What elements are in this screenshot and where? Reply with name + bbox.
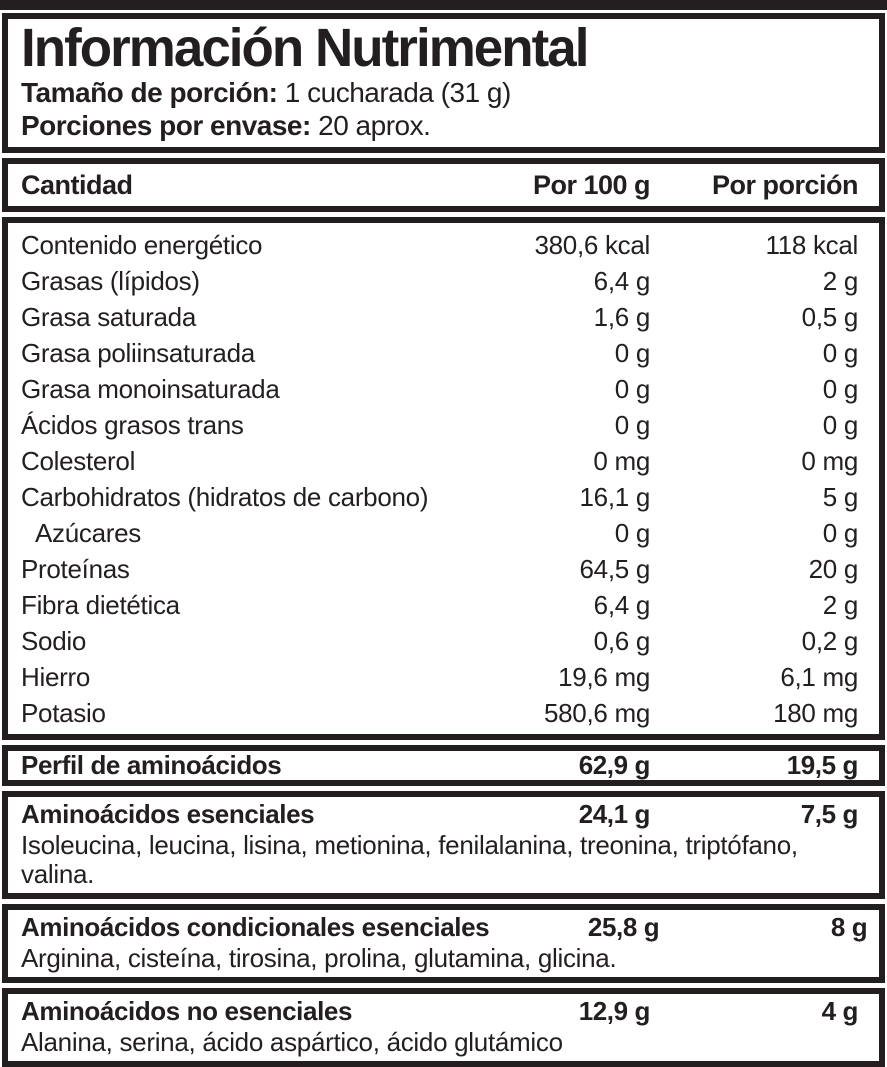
column-header-panel [2, 158, 885, 212]
amino-value-per-100g: 25,8 g [587, 912, 660, 942]
nutrient-value-per-serving: 0 mg [801, 446, 858, 476]
nutrient-row [21, 659, 858, 695]
amino-value-per-serving: 7,5 g [800, 799, 858, 829]
title-panel [2, 13, 885, 153]
servings-per-container-line [21, 109, 867, 142]
amino-section-header-row [21, 911, 868, 944]
nutrient-value-per-serving: 20 g [808, 554, 858, 584]
serving-size-label: Tamaño de porción: [21, 77, 278, 108]
nutrient-name: Grasa poliinsaturada [21, 338, 255, 368]
amino-section-header-row [21, 752, 858, 779]
nutrient-row [21, 479, 858, 515]
nutrient-row [21, 515, 858, 551]
nutrient-name: Contenido energético [21, 230, 263, 260]
nutrient-name: Potasio [21, 698, 106, 728]
nutrient-value-per-100g: 6,4 g [593, 590, 650, 620]
nutrient-name: Hierro [21, 662, 90, 692]
nutrient-value-per-100g: 16,1 g [579, 482, 650, 512]
servings-per-container-label: Porciones por envase: [21, 110, 311, 141]
nutrient-row [21, 443, 858, 479]
nutrient-value-per-serving: 118 kcal [765, 230, 858, 260]
nutrient-value-per-100g: 19,6 mg [558, 662, 650, 692]
amino-section-name: Aminoácidos esenciales [21, 799, 315, 829]
nutrient-value-per-serving: 0,2 g [801, 626, 858, 656]
nutrient-value-per-100g: 6,4 g [593, 266, 650, 296]
amino-section-name: Perfil de aminoácidos [21, 750, 282, 780]
nutrient-value-per-100g: 1,6 g [593, 302, 650, 332]
serving-size-line [21, 76, 867, 109]
amino-sections-container [0, 745, 887, 1067]
nutrient-table-panel [2, 217, 885, 740]
amino-value-per-serving: 19,5 g [786, 750, 858, 780]
nutrient-value-per-serving: 6,1 mg [780, 662, 858, 692]
nutrient-value-per-100g: 0 g [614, 374, 650, 404]
column-header-amount: Cantidad [21, 170, 133, 200]
amino-value-per-100g: 62,9 g [578, 750, 650, 780]
amino-section-name: Aminoácidos no esenciales [21, 996, 353, 1026]
nutrient-value-per-serving: 2 g [822, 266, 858, 296]
nutrient-value-per-100g: 580,6 mg [543, 698, 650, 728]
nutrient-name: Grasas (lípidos) [21, 266, 200, 296]
nutrient-value-per-100g: 380,6 kcal [534, 230, 650, 260]
amino-section-header-row [21, 995, 858, 1028]
nutrient-row [21, 299, 858, 335]
nutrient-value-per-serving: 0 g [822, 410, 858, 440]
nutrient-row [21, 407, 858, 443]
amino-section-name: Aminoácidos condicionales esenciales [21, 912, 490, 942]
nutrient-row [21, 263, 858, 299]
nutrient-value-per-100g: 0,6 g [593, 626, 650, 656]
nutrient-row [21, 371, 858, 407]
nutrient-row [21, 335, 858, 371]
amino-section-panel [2, 745, 885, 786]
nutrient-name: Proteínas [21, 554, 130, 584]
amino-section-panel [2, 904, 885, 983]
amino-value-per-serving: 4 g [821, 996, 858, 1026]
nutrient-value-per-serving: 0 g [822, 374, 858, 404]
nutrient-name: Grasa monoinsaturada [21, 374, 280, 404]
top-black-strip [0, 0, 887, 10]
nutrient-name: Fibra dietética [21, 590, 180, 620]
nutrient-row [21, 587, 858, 623]
nutrient-value-per-serving: 180 mg [773, 698, 858, 728]
nutrient-value-per-100g: 0 g [614, 410, 650, 440]
nutrient-value-per-serving: 0 g [822, 338, 858, 368]
amino-section-panel [2, 988, 885, 1067]
nutrient-name: Ácidos grasos trans [21, 410, 244, 440]
nutrient-row [21, 551, 858, 587]
nutrient-name: Azúcares [35, 518, 141, 548]
amino-acid-list: Isoleucina, leucina, lisina, metionina, fenilalanina, treonina, triptófano, valina. [21, 830, 798, 889]
nutrient-name: Colesterol [21, 446, 136, 476]
nutrient-row [21, 695, 858, 731]
column-header-per-100g: Por 100 g [532, 170, 650, 200]
amino-section-header-row [21, 798, 858, 831]
serving-size-value: 1 cucharada (31 g) [284, 77, 511, 108]
amino-section-panel [2, 791, 885, 899]
nutrient-value-per-serving: 0,5 g [801, 302, 858, 332]
nutrient-value-per-serving: 5 g [822, 482, 858, 512]
amino-acid-list: Arginina, cisteína, tirosina, prolina, glutamina, glicina. [21, 943, 617, 973]
column-header-row [21, 168, 858, 202]
nutrient-value-per-100g: 64,5 g [579, 554, 650, 584]
nutrient-value-per-serving: 2 g [822, 590, 858, 620]
amino-value-per-100g: 12,9 g [578, 996, 650, 1026]
nutrient-value-per-100g: 0 g [614, 518, 650, 548]
nutrient-name: Grasa saturada [21, 302, 197, 332]
nutrient-name: Sodio [21, 626, 86, 656]
servings-per-container-value: 20 aprox. [318, 110, 431, 141]
nutrient-value-per-100g: 0 g [614, 338, 650, 368]
nutrient-rows [21, 227, 858, 731]
nutrient-name: Carbohidratos (hidratos de carbono) [21, 482, 429, 512]
nutrient-value-per-serving: 0 g [822, 518, 858, 548]
column-header-per-serving: Por porción [711, 170, 858, 200]
nutrient-row [21, 623, 858, 659]
nutrient-value-per-100g: 0 mg [593, 446, 650, 476]
nutrient-row [21, 227, 858, 263]
page-title: Información Nutrimental [21, 18, 588, 78]
amino-value-per-100g: 24,1 g [578, 799, 650, 829]
amino-value-per-serving: 8 g [830, 912, 868, 942]
amino-acid-list: Alanina, serina, ácido aspártico, ácido glutámico [21, 1027, 563, 1057]
